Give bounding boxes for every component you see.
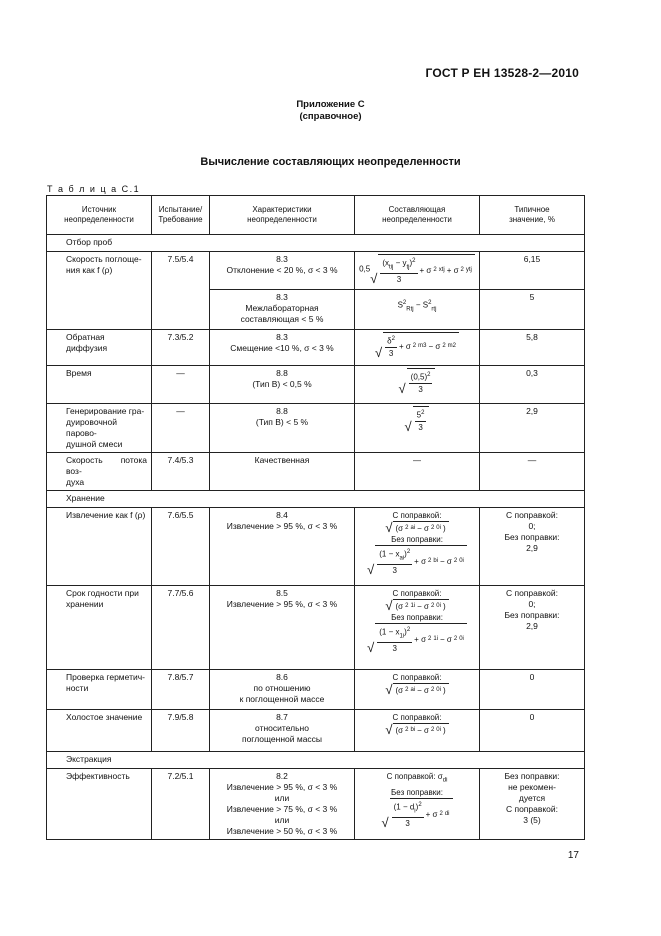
section-row: [47, 491, 585, 508]
table-row: [47, 769, 585, 840]
page-title: Вычисление составляющих неопределенности: [200, 156, 461, 168]
uncertainty-table: [46, 195, 585, 840]
characteristic-cell: 8.7 относительно поглощенной массы: [210, 710, 355, 752]
value-cell: —: [480, 453, 585, 491]
source-cell: Обратная диффузия: [47, 330, 152, 366]
table-row: [47, 330, 585, 366]
value-cell: 6,15: [480, 252, 585, 290]
col-header-component: Составляющая неопределенности: [355, 196, 480, 235]
test-cell: —: [152, 404, 210, 453]
characteristic-cell: 8.3 Смещение <10 %, σ < 3 %: [210, 330, 355, 366]
formula-cell: $S^2_{Rtj} - S^2_{rtj}$: [355, 290, 480, 330]
test-cell: 7.8/5.7: [152, 670, 210, 710]
value-cell: 5: [480, 290, 585, 330]
characteristic-cell: 8.8 (Тип В) < 5 %: [210, 404, 355, 453]
test-cell: 7.9/5.8: [152, 710, 210, 752]
test-cell: —: [152, 366, 210, 404]
value-cell: 5,8: [480, 330, 585, 366]
source-cell: Холостое значение: [47, 710, 152, 752]
appendix-heading: [0, 99, 661, 123]
formula-cell: С поправкой: $\sigma_{di}$ Без поправки: √ $\frac{(1 - d_i)^2}{3}$ + σ 2 di: [355, 769, 480, 840]
value-cell: 2,9: [480, 404, 585, 453]
section-row: [47, 752, 585, 769]
table-row: [47, 586, 585, 670]
col-header-source: Источник неопределенности: [47, 196, 152, 235]
formula-cell: С поправкой: √ (σ 2 ai − σ 2 0i ) Без поправки: √ $\frac{(1 - x_{ai})^2}{3}$ + σ 2 bi − σ 2 0i: [355, 508, 480, 586]
formula-cell: С поправкой: √ (σ 2 bi − σ 2 0i ): [355, 710, 480, 752]
formula-cell: С поправкой: √ (σ 2 1i − σ 2 0i ) Без поправки: √ $\frac{(1 - x_{1i})^2}{3}$ + σ 2 1i − σ 2 0i: [355, 586, 480, 670]
characteristic-cell: 8.8 (Тип В) < 0,5 %: [210, 366, 355, 404]
col-header-test: Испытание/ Требование: [152, 196, 210, 235]
characteristic-cell: 8.3 Отклонение < 20 %, σ < 3 %: [210, 252, 355, 290]
formula-cell: 0,5 √ $\frac{(x_{tij} - y_{tj})^2}{3}$ + σ 2 xtj + σ 2 ytj: [355, 252, 480, 290]
section-storage: Хранение: [47, 491, 585, 508]
value-cell: 0: [480, 710, 585, 752]
table-row: [47, 670, 585, 710]
source-cell: Время: [47, 366, 152, 404]
formula-cell: —: [355, 453, 480, 491]
table-row: [47, 404, 585, 453]
characteristic-cell: 8.5 Извлечение > 95 %, σ < 3 %: [210, 586, 355, 670]
test-cell: 7.7/5.6: [152, 586, 210, 670]
formula-cell: √ $\frac{5^2}{3}$: [355, 404, 480, 453]
test-cell: 7.4/5.3: [152, 453, 210, 491]
document-code: ГОСТ Р ЕН 13528-2—2010: [425, 66, 579, 80]
test-cell: 7.5/5.4: [152, 252, 210, 330]
value-cell: Без поправки: не рекомен- дуется С поправкой: 3 (5): [480, 769, 585, 840]
characteristic-cell: Качественная: [210, 453, 355, 491]
value-cell: С поправкой: 0; Без поправки: 2,9: [480, 508, 585, 586]
test-cell: 7.3/5.2: [152, 330, 210, 366]
table-row: [47, 508, 585, 586]
section-sampling: Отбор проб: [47, 235, 585, 252]
col-header-characteristics: Характеристики неопределенности: [210, 196, 355, 235]
value-cell: 0: [480, 670, 585, 710]
page-number: 17: [567, 850, 579, 861]
formula-cell: √ $\frac{\delta^2}{3}$ + σ 2 m3 − σ 2 m2: [355, 330, 480, 366]
table-row: [47, 252, 585, 290]
col-header-typical-value: Типичное значение, %: [480, 196, 585, 235]
characteristic-cell: 8.2 Извлечение > 95 %, σ < 3 % или Извлечение > 75 %, σ < 3 % или Извлечение > 50 %, σ < 3 %: [210, 769, 355, 840]
characteristic-cell: 8.3 Межлабораторная составляющая < 5 %: [210, 290, 355, 330]
source-cell: Извлечение как f (ρ): [47, 508, 152, 586]
appendix-label: Приложение С: [296, 99, 365, 110]
value-cell: С поправкой: 0; Без поправки: 2,9: [480, 586, 585, 670]
value-cell: 0,3: [480, 366, 585, 404]
table-header-row: [47, 196, 585, 235]
table-row: [47, 453, 585, 491]
table-row: [47, 366, 585, 404]
source-cell: Срок годности при хранении: [47, 586, 152, 670]
source-cell: Эффективность: [47, 769, 152, 840]
characteristic-cell: 8.6 по отношению к поглощенной массе: [210, 670, 355, 710]
formula-cell: √ $\frac{(0,5)^2}{3}$: [355, 366, 480, 404]
source-cell: Скорость поглоще- ния как f (ρ): [47, 252, 152, 330]
test-cell: 7.2/5.1: [152, 769, 210, 840]
appendix-type: (справочное): [299, 111, 362, 122]
source-cell: Проверка герметич- ности: [47, 670, 152, 710]
characteristic-cell: 8.4 Извлечение > 95 %, σ < 3 %: [210, 508, 355, 586]
source-cell: Скорость потока воз- духа: [47, 453, 152, 491]
table-caption: Т а б л и ц а С.1: [47, 184, 141, 194]
formula-cell: С поправкой: √ (σ 2 ai − σ 2 0i ): [355, 670, 480, 710]
table-row: [47, 710, 585, 752]
section-row: [47, 235, 585, 252]
test-cell: 7.6/5.5: [152, 508, 210, 586]
source-cell: Генерирование гра- дуировочной парово- душной смеси: [47, 404, 152, 453]
section-extraction: Экстракция: [47, 752, 585, 769]
